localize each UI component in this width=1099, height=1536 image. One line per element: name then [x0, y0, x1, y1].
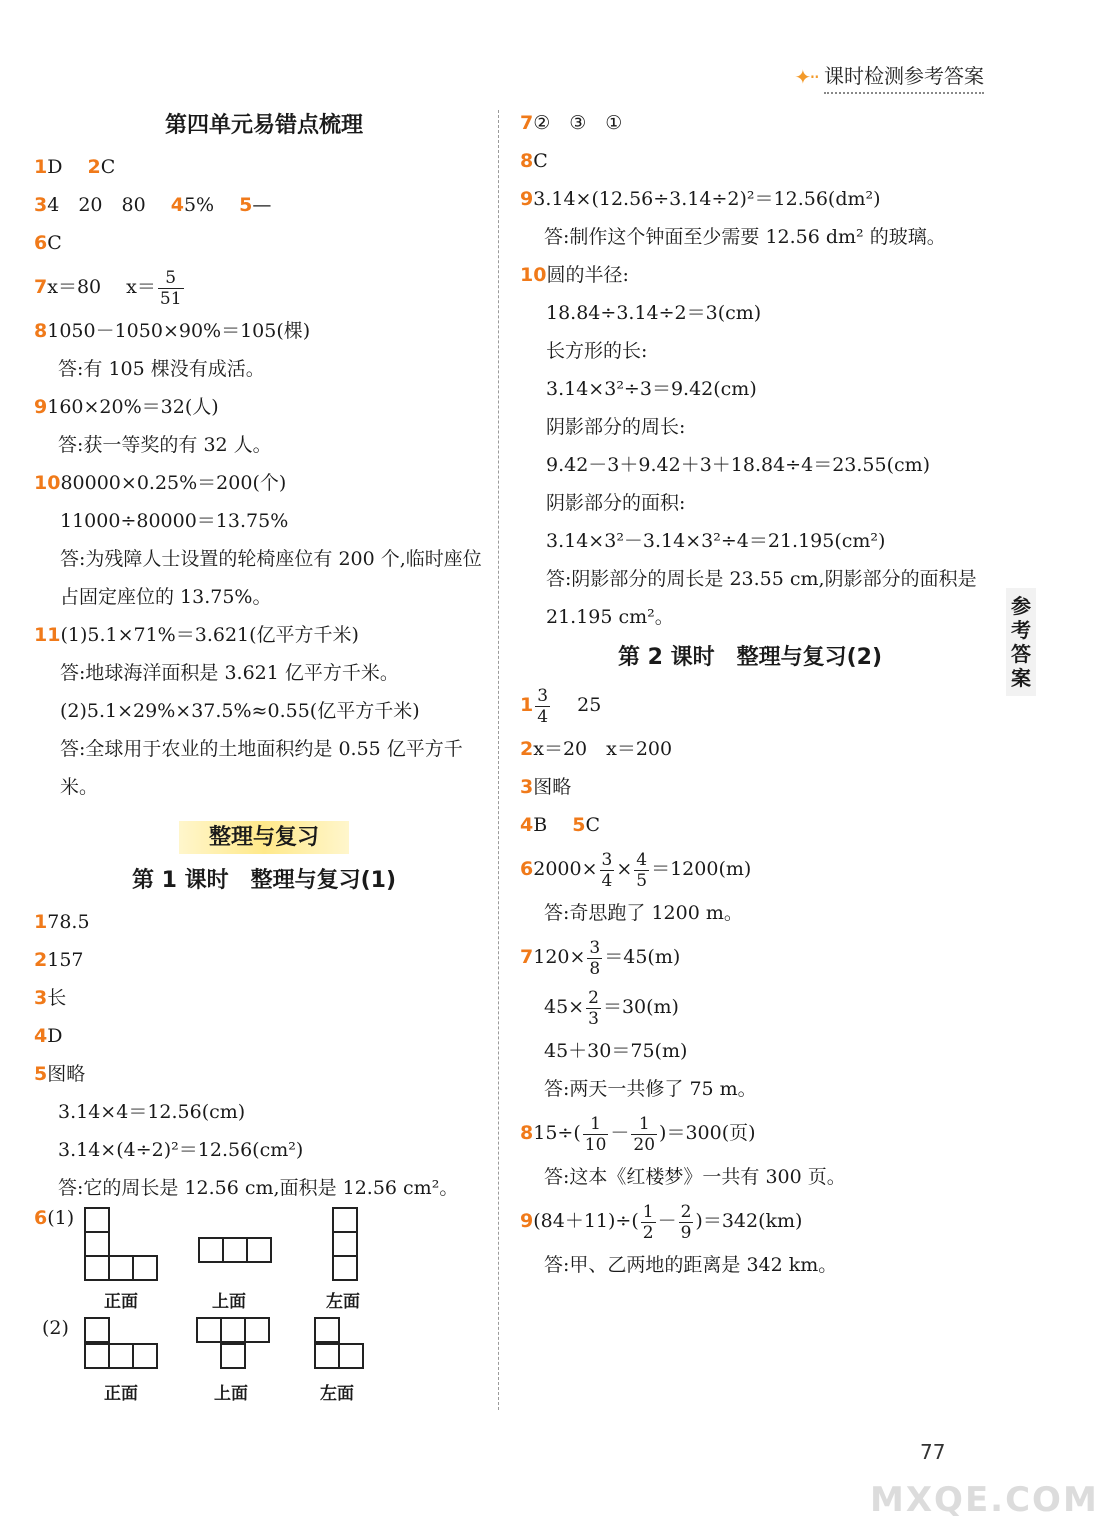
- answer-row: 62000× $\frac{3}{4}$ × $\frac{4}{5}$ ＝1200(m): [520, 849, 752, 891]
- answer-row: 3长: [34, 987, 67, 1009]
- answer-text: 答:奇思跑了 1200 m。: [544, 902, 743, 924]
- answer-text: 45＋30＝75(m): [544, 1040, 688, 1062]
- answer-text: 答:两天一共修了 75 m。: [544, 1078, 757, 1100]
- answer-text: 3.14×(4÷2)²＝12.56(cm²): [58, 1139, 304, 1161]
- answer-row: 3图略: [520, 776, 572, 798]
- answer-text: 3.14×4＝12.56(cm): [58, 1101, 246, 1123]
- answer-text: 答:为残障人士设置的轮椅座位有 200 个,临时座位占固定座位的 13.75%。: [60, 548, 482, 608]
- answer-row: 11(1)5.1×71%＝3.621(亿平方千米): [34, 624, 359, 646]
- answer-text: 18.84÷3.14÷2＝3(cm): [546, 302, 762, 324]
- answer-text: (2)5.1×29%×37.5%≈0.55(亿平方千米): [60, 700, 420, 722]
- fraction: $\frac{5}{51}$: [159, 267, 182, 309]
- answer-row: 1 $\frac{3}{4}$ 25: [520, 685, 602, 727]
- answer-text: 3.14×3²÷3＝9.42(cm): [546, 378, 757, 400]
- answer-text: 答:甲、乙两地的距离是 342 km。: [544, 1254, 838, 1276]
- answer-text: 答:制作这个钟面至少需要 12.56 dm² 的玻璃。: [544, 226, 946, 248]
- answer-row: 815÷( $\frac{1}{10}$ － $\frac{1}{20}$ )＝300(页): [520, 1113, 756, 1155]
- answer-row: 7② ③ ①: [520, 112, 623, 134]
- answer-row: 4D: [34, 1025, 63, 1047]
- watermark: MXQE.COM: [870, 1480, 1099, 1520]
- answer-row: 2x＝20 x＝200: [520, 738, 673, 760]
- three-views-2: (2) 正面 上面 左面: [34, 1317, 494, 1413]
- answer-row: 9(84＋11)÷( $\frac{1}{2}$ － $\frac{2}{9}$ )＝342(km): [520, 1201, 803, 1243]
- sparkle-icon: ✦··: [794, 65, 818, 89]
- view-label-front: 正面: [104, 1384, 138, 1404]
- answer-row: 10圆的半径:: [520, 264, 629, 286]
- answer-row: 178.5: [34, 911, 90, 933]
- lesson-title: 第 1 课时 整理与复习(1): [131, 868, 397, 893]
- answer-row: 4B 5C: [520, 814, 601, 836]
- answer-text: 答:这本《红楼梦》一共有 300 页。: [544, 1166, 846, 1188]
- answer-text: 答:有 105 棵没有成活。: [58, 358, 265, 380]
- review-band: 整理与复习: [34, 820, 494, 851]
- answer-row: 45× $\frac{2}{3}$ ＝30(m): [544, 987, 679, 1029]
- column-divider: [498, 110, 499, 1410]
- lesson-title: 第 2 课时 整理与复习(2): [617, 645, 883, 670]
- header-title: 课时检测参考答案: [824, 60, 984, 94]
- right-column: [520, 104, 980, 1284]
- answer-row: 34 20 80 45% 5—: [34, 194, 272, 216]
- answer-text: 答:它的周长是 12.56 cm,面积是 12.56 cm²。: [58, 1177, 459, 1199]
- page-header: [795, 60, 984, 94]
- answer-row: 9160×20%＝32(人): [34, 396, 219, 418]
- answer-row: 81050－1050×90%＝105(棵): [34, 320, 311, 342]
- answer-row: 8C: [520, 150, 548, 172]
- view-label-left: 左面: [326, 1292, 360, 1312]
- view-label-top: 上面: [214, 1384, 248, 1404]
- answer-text: 答:全球用于农业的土地面积约是 0.55 亿平方千米。: [60, 738, 463, 798]
- page-number: 77: [920, 1440, 946, 1464]
- view-label-top: 上面: [212, 1292, 246, 1312]
- answer-text: 9.42－3＋9.42＋3＋18.84÷4＝23.55(cm): [546, 454, 931, 476]
- answer-text: 阴影部分的周长:: [546, 416, 686, 438]
- side-tab: 参考答案: [1006, 588, 1036, 696]
- answer-row: 1080000×0.25%＝200(个): [34, 472, 287, 494]
- answer-text: 答:获一等奖的有 32 人。: [58, 434, 272, 456]
- answer-row: 6C: [34, 232, 62, 254]
- answer-row: 1D 2C: [34, 156, 116, 178]
- answer-text: 答:地球海洋面积是 3.621 亿平方千米。: [60, 662, 399, 684]
- answer-text: 11000÷80000＝13.75%: [60, 510, 289, 532]
- view-label-left: 左面: [320, 1384, 354, 1404]
- answer-row: 5图略: [34, 1063, 86, 1085]
- section-title: 第四单元易错点梳理: [164, 113, 363, 138]
- left-column: [34, 104, 494, 1413]
- three-views-1: 6(1) 正面 上面 左面: [34, 1207, 360, 1312]
- answer-text: 答:阴影部分的周长是 23.55 cm,阴影部分的面积是 21.195 cm²。: [546, 568, 977, 628]
- answer-row: 93.14×(12.56÷3.14÷2)²＝12.56(dm²): [520, 188, 881, 210]
- answer-row: 7x＝80 x＝ $\frac{5}{51}$: [34, 267, 182, 309]
- answer-text: 长方形的长:: [546, 340, 648, 362]
- answer-row: 7120× $\frac{3}{8}$ ＝45(m): [520, 937, 681, 979]
- answer-row: 2157: [34, 949, 84, 971]
- answer-text: 阴影部分的面积:: [546, 492, 686, 514]
- view-label-front: 正面: [104, 1292, 138, 1312]
- answer-text: 3.14×3²－3.14×3²÷4＝21.195(cm²): [546, 530, 886, 552]
